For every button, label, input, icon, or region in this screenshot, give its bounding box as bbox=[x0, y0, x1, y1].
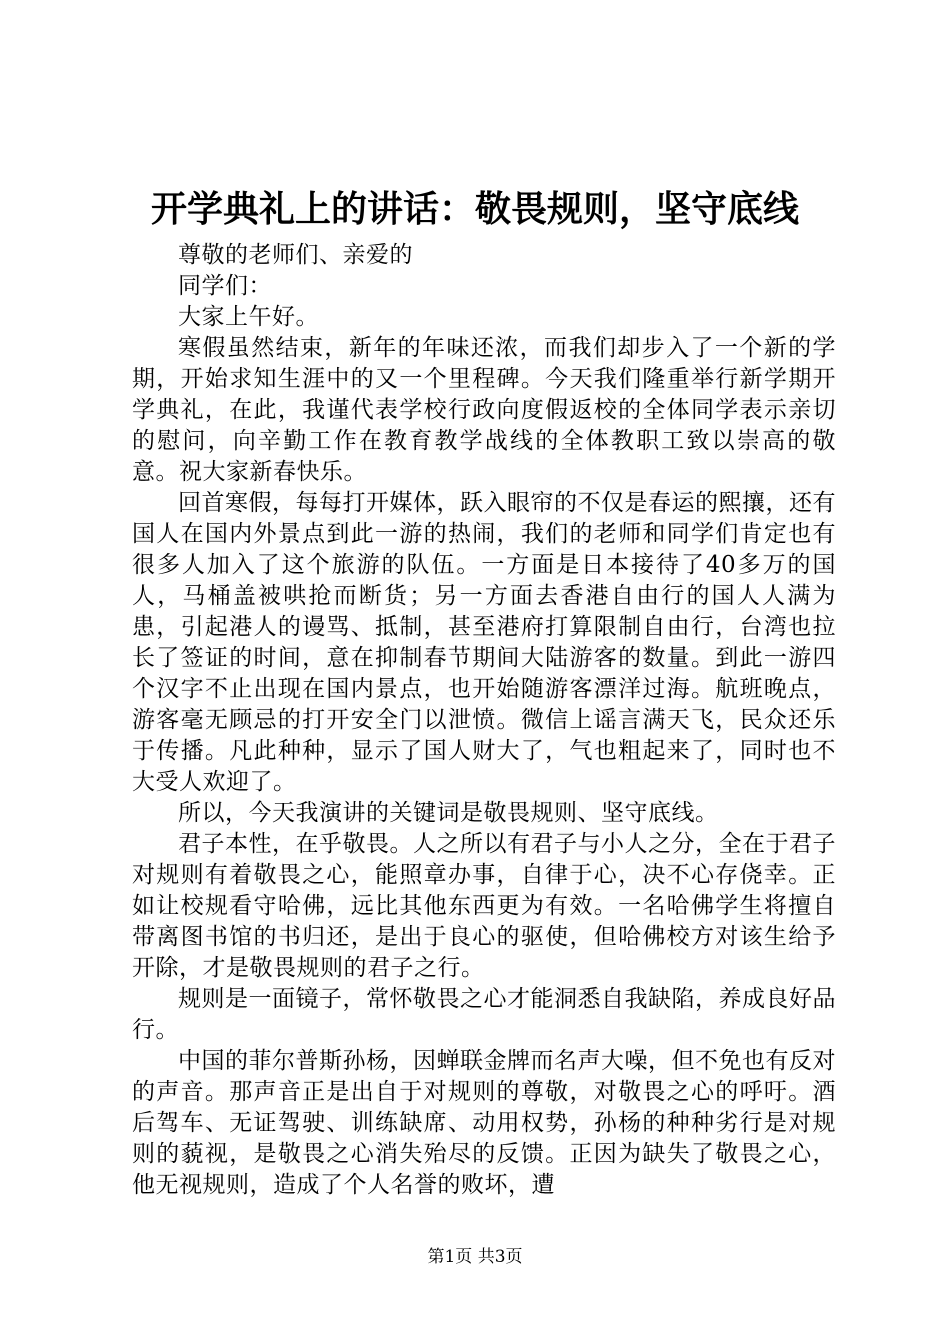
document-body bbox=[132, 240, 836, 1201]
paragraph: 规则是一面镜子，常怀敬畏之心才能洞悉自我缺陷，养成良好品行。 bbox=[132, 986, 836, 1043]
salutation-line-1: 尊敬的老师们、亲爱的 bbox=[178, 242, 413, 268]
paragraph: 中国的菲尔普斯孙杨，因蝉联金牌而名声大噪，但不免也有反对的声音。那声音正是出自于对规则的尊敬，对敬畏之心的呼吁。酒后驾车、无证驾驶、训练缺席、动用权势，孙杨的种种劣行是对规则的藐视，是敬畏之心消失殆尽的反馈。正因为缺失了敬畏之心，他无视规则，造成了个人名誉的败坏，遭 bbox=[132, 1048, 836, 1198]
salutation-line-2: 同学们： bbox=[178, 273, 272, 299]
paragraph: 寒假虽然结束，新年的年味还浓，而我们却步入了一个新的学期，开始求知生涯中的又一个里程碑。今天我们隆重举行新学期开学典礼，在此，我谨代表学校行政向度假返校的全体同学表示亲切的慰问，向辛勤工作在教育教学战线的全体教职工致以崇高的敬意。祝大家新春快乐。 bbox=[132, 335, 836, 485]
paragraph: 君子本性，在乎敬畏。人之所以有君子与小人之分，全在于君子对规则有着敬畏之心，能照章办事，自律于心，决不心存侥幸。正如让校规看守哈佛，远比其他东西更为有效。一名哈佛学生将擅自带离图书馆的书归还，是出于良心的驱使，但哈佛校方对该生给予开除，才是敬畏规则的君子之行。 bbox=[132, 831, 836, 981]
page-footer: 第1页 共3页 bbox=[427, 1247, 523, 1267]
document-title: 开学典礼上的讲话：敬畏规则，坚守底线 bbox=[150, 189, 799, 230]
greeting: 大家上午好。 bbox=[178, 304, 319, 330]
paragraph: 所以，今天我演讲的关键词是敬畏规则、坚守底线。 bbox=[178, 800, 719, 826]
paragraph: 回首寒假，每每打开媒体，跃入眼帘的不仅是春运的熙攘，还有国人在国内外景点到此一游的热闹，我们的老师和同学们肯定也有很多人加入了这个旅游的队伍。一方面是日本接待了40多万的国人，马桶盖被哄抢而断货；另一方面去香港自由行的国人人满为患，引起港人的谩骂、抵制，甚至港府打算限制自由行，台湾也拉长了签证的时间，意在抑制春节期间大陆游客的数量。到此一游四个汉字不止出现在国内景点，也开始随游客漂洋过海。航班晚点，游客毫无顾忌的打开安全门以泄愤。微信上谣言满天飞，民众还乐于传播。凡此种种，显示了国人财大了，气也粗起来了，同时也不大受人欢迎了。 bbox=[132, 490, 836, 795]
